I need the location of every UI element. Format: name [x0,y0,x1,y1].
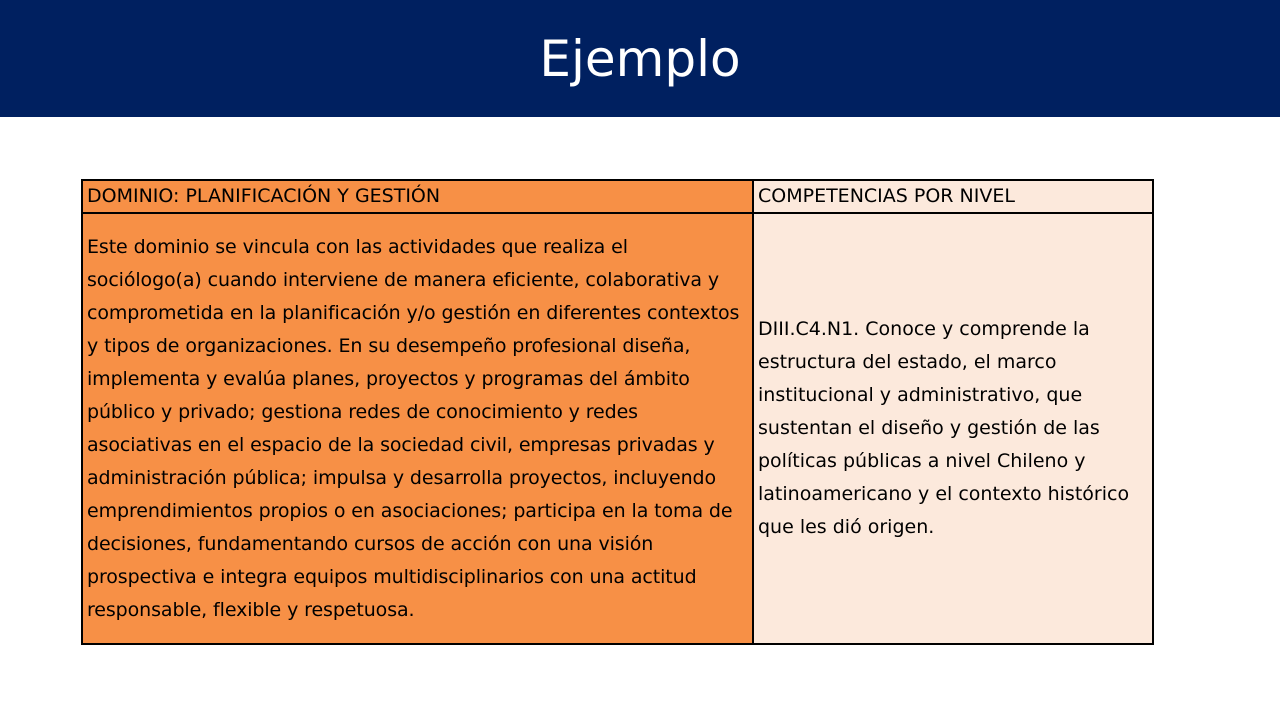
competency-header-cell: COMPETENCIAS POR NIVEL [753,180,1153,213]
header-band [0,0,1280,117]
domain-header-cell: DOMINIO: PLANIFICACIÓN Y GESTIÓN [82,180,753,213]
competency-cell: DIII.C4.N1. Conoce y comprende la estructura del estado, el marco institucional y administrativo, que sustentan el diseño y gestión de las políticas públicas a nivel Chileno y latinoamericano y el contexto histórico que les dió origen. [753,213,1153,644]
domain-table [81,179,1154,645]
table-body-row [82,213,1153,644]
slide-title: Ejemplo [539,30,741,88]
domain-description-cell: Este dominio se vincula con las actividades que realiza el sociólogo(a) cuando interviene de manera eficiente, colaborativa y comprometida en la planificación y/o gestión en diferentes contextos y tipos de organizaciones. En su desempeño profesional diseña, implementa y evalúa planes, proyectos y programas del ámbito público y privado; gestiona redes de conocimiento y redes asociativas en el espacio de la sociedad civil, empresas privadas y administración pública; impulsa y desarrolla proyectos, incluyendo emprendimientos propios o en asociaciones; participa en la toma de decisiones, fundamentando cursos de acción con una visión prospectiva e integra equipos multidisciplinarios con una actitud responsable, flexible y respetuosa. [82,213,753,644]
table-header-row [82,180,1153,213]
